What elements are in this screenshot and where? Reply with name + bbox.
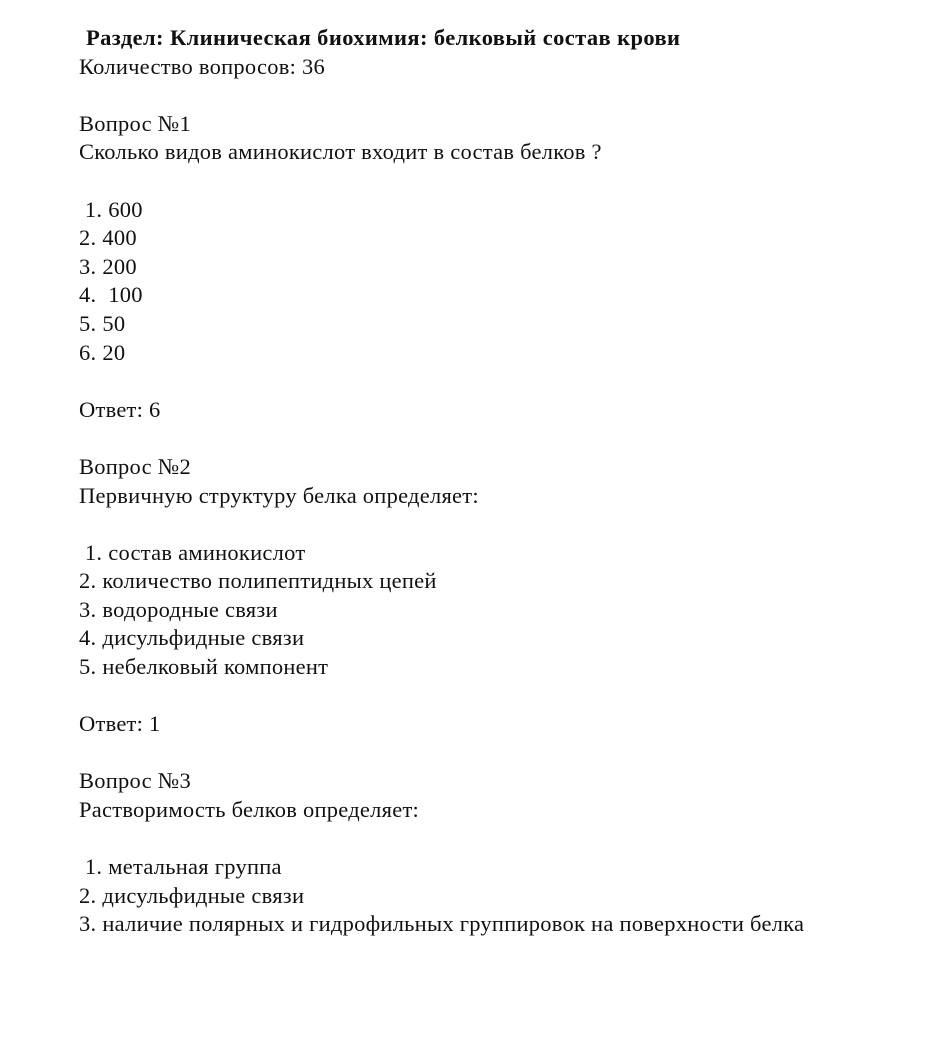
option-text: 50	[102, 310, 126, 336]
answer-option	[79, 910, 919, 939]
question-block-3	[79, 767, 919, 939]
spacer	[79, 167, 919, 196]
spacer	[79, 424, 919, 453]
question-block-2	[79, 453, 919, 768]
question-title: Вопрос №2	[79, 453, 191, 479]
option-text: 600	[108, 196, 143, 222]
option-number: 3.	[79, 911, 97, 937]
option-text: 100	[102, 282, 143, 308]
answer-option	[79, 281, 919, 310]
answer-option	[79, 253, 919, 282]
answer-line: Ответ: 1	[79, 711, 161, 737]
question-block-1	[79, 110, 919, 453]
answer-option	[79, 339, 919, 368]
option-text: состав аминокислот	[108, 539, 306, 565]
option-text: небелковый компонент	[102, 654, 329, 680]
option-number: 2.	[79, 568, 97, 594]
answer-option	[79, 596, 919, 625]
question-text: Растворимость белков определяет:	[79, 797, 420, 823]
option-number: 2.	[79, 882, 97, 908]
option-text: количество полипептидных цепей	[102, 568, 437, 594]
option-number: 1.	[79, 854, 103, 880]
option-number: 4.	[79, 625, 97, 651]
question-text: Первичную структуру белка определяет:	[79, 482, 479, 508]
answer-option	[79, 539, 919, 568]
option-number: 1.	[79, 539, 103, 565]
option-text: 400	[102, 225, 137, 251]
spacer	[79, 510, 919, 539]
spacer	[79, 81, 919, 110]
spacer	[79, 367, 919, 396]
spacer	[79, 739, 919, 768]
option-number: 5.	[79, 654, 97, 680]
answer-option	[79, 196, 919, 225]
answer-option	[79, 624, 919, 653]
option-text: метальная группа	[108, 854, 282, 880]
answer-option	[79, 567, 919, 596]
answer-line: Ответ: 6	[79, 396, 161, 422]
option-text: 200	[102, 253, 137, 279]
option-number: 3.	[79, 596, 97, 622]
option-text: водородные связи	[102, 596, 278, 622]
section-title: Раздел: Клиническая биохимия: белковый состав крови	[86, 25, 681, 50]
question-title: Вопрос №3	[79, 768, 191, 794]
option-number: 6.	[79, 339, 97, 365]
option-number: 4.	[79, 282, 97, 308]
option-number: 2.	[79, 225, 97, 251]
spacer	[79, 682, 919, 711]
spacer	[79, 825, 919, 854]
answer-option	[79, 882, 919, 911]
question-text: Сколько видов аминокислот входит в состав белков ?	[79, 139, 602, 165]
answer-option	[79, 310, 919, 339]
answer-option	[79, 853, 919, 882]
option-text: дисульфидные связи	[102, 882, 305, 908]
question-count: Количество вопросов: 36	[79, 53, 325, 79]
option-number: 1.	[79, 196, 103, 222]
document-page	[79, 24, 919, 939]
option-text: 20	[102, 339, 126, 365]
answer-option	[79, 224, 919, 253]
option-number: 5.	[79, 310, 97, 336]
option-number: 3.	[79, 253, 97, 279]
option-text: дисульфидные связи	[102, 625, 305, 651]
answer-option	[79, 653, 919, 682]
question-title: Вопрос №1	[79, 110, 191, 136]
option-text: наличие полярных и гидрофильных группировок на поверхности белка	[102, 911, 805, 937]
